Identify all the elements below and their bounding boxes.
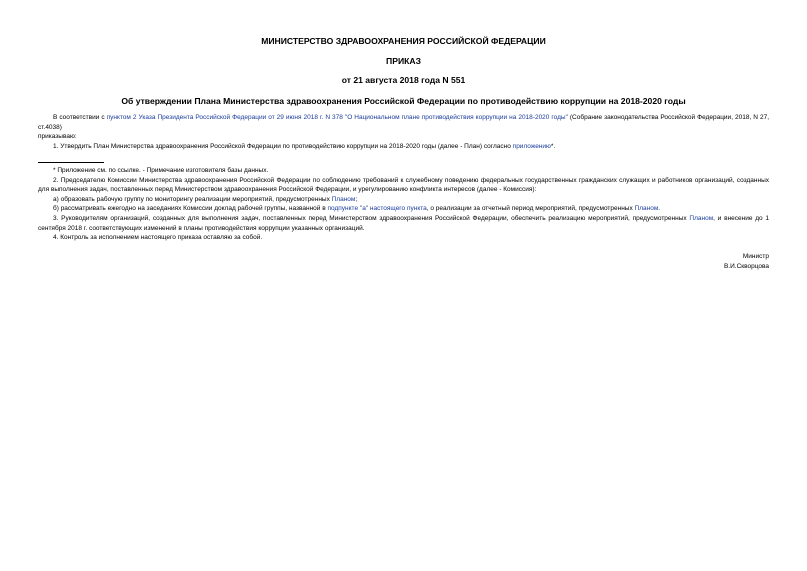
- preamble-text-start: В соответствии с: [53, 114, 107, 121]
- signature-name: В.И.Скворцова: [723, 263, 769, 270]
- preamble-text-end: (Собрание законодательства Российской Федерации, 2018, N 27, ст.4038): [38, 114, 769, 131]
- subitem-a-link[interactable]: подпункте "а" настоящего пункта: [327, 205, 427, 213]
- item-2a-end: ;: [355, 195, 358, 203]
- signature-position: Министр: [742, 253, 769, 260]
- item-2a-paragraph: [38, 195, 769, 205]
- preamble-block: [38, 113, 769, 151]
- main-block: [38, 166, 769, 243]
- footnote-separator: [38, 162, 104, 163]
- item-4-paragraph: 4. Контроль за исполнением настоящего приказа оставляю за собой.: [53, 234, 263, 242]
- order-word: приказываю:: [38, 133, 77, 141]
- plan-link-2b[interactable]: Планом: [634, 205, 659, 213]
- item-3-text: 3. Руководителям организаций, созданных для выполнения задач, поставленных перед Министерством здравоохранения Российской Федерации, обеспечить реализацию мероприятий, предусмотренных: [53, 214, 690, 222]
- item-2-paragraph: 2. Председателю Комиссии Министерства здравоохранения Российской Федерации по соблюдению требований к служебному поведению федеральных государственных гражданских служащих и работников организаций, созданных для выполнения задач, поставленных перед Министерством здравоохранения Российской Федерации, и урегулированию конфликта интересов (далее - Комиссия):: [38, 176, 769, 194]
- item-3-paragraph: [38, 214, 769, 233]
- item-2a-text: а) образовать рабочую группу по мониторингу реализации мероприятий, предусмотренных: [53, 195, 332, 203]
- appendix-link[interactable]: приложению: [512, 142, 551, 150]
- preamble-paragraph: [38, 113, 769, 132]
- document-type-heading: ПРИКАЗ: [386, 56, 421, 66]
- item-3-end: , и внесение до 1 сентября 2018 г. соответствующих изменений в планы противодействия коррупции указанных организаций.: [38, 214, 769, 232]
- ministry-heading: МИНИСТЕРСТВО ЗДРАВООХРАНЕНИЯ РОССИЙСКОЙ ФЕДЕРАЦИИ: [261, 36, 546, 46]
- plan-link-2a[interactable]: Планом: [331, 195, 356, 203]
- item-2b-end: .: [658, 205, 661, 213]
- item-2b-text-middle: , о реализации за отчетный период мероприятий, предусмотренных: [426, 205, 635, 213]
- item-1-text: 1. Утвердить План Министерства здравоохранения Российской Федерации по противодействию коррупции на 2018-2020 годы (далее - План) согласно: [53, 142, 513, 150]
- item-1-footnote-mark: *.: [550, 142, 556, 150]
- item-2b-paragraph: [38, 204, 769, 214]
- plan-link-3[interactable]: Планом: [689, 214, 714, 222]
- item-1-paragraph: [38, 142, 769, 152]
- footnote-paragraph: * Приложение см. по ссылке. - Примечание изготовителя базы данных.: [53, 167, 269, 174]
- document-title: Об утверждении Плана Министерства здравоохранения Российской Федерации по противодействию коррупции на 2018-2020 годы: [121, 96, 686, 106]
- decree-link[interactable]: пунктом 2 Указа Президента Российской Федерации от 29 июня 2018 г. N 378 "О Национальном плане противодействия коррупции на 2018-2020 годы": [106, 114, 568, 121]
- item-2b-text: б) рассматривать ежегодно на заседаниях Комиссии доклад рабочей группы, названной в: [53, 205, 328, 213]
- document-date-number: от 21 августа 2018 года N 551: [341, 75, 466, 85]
